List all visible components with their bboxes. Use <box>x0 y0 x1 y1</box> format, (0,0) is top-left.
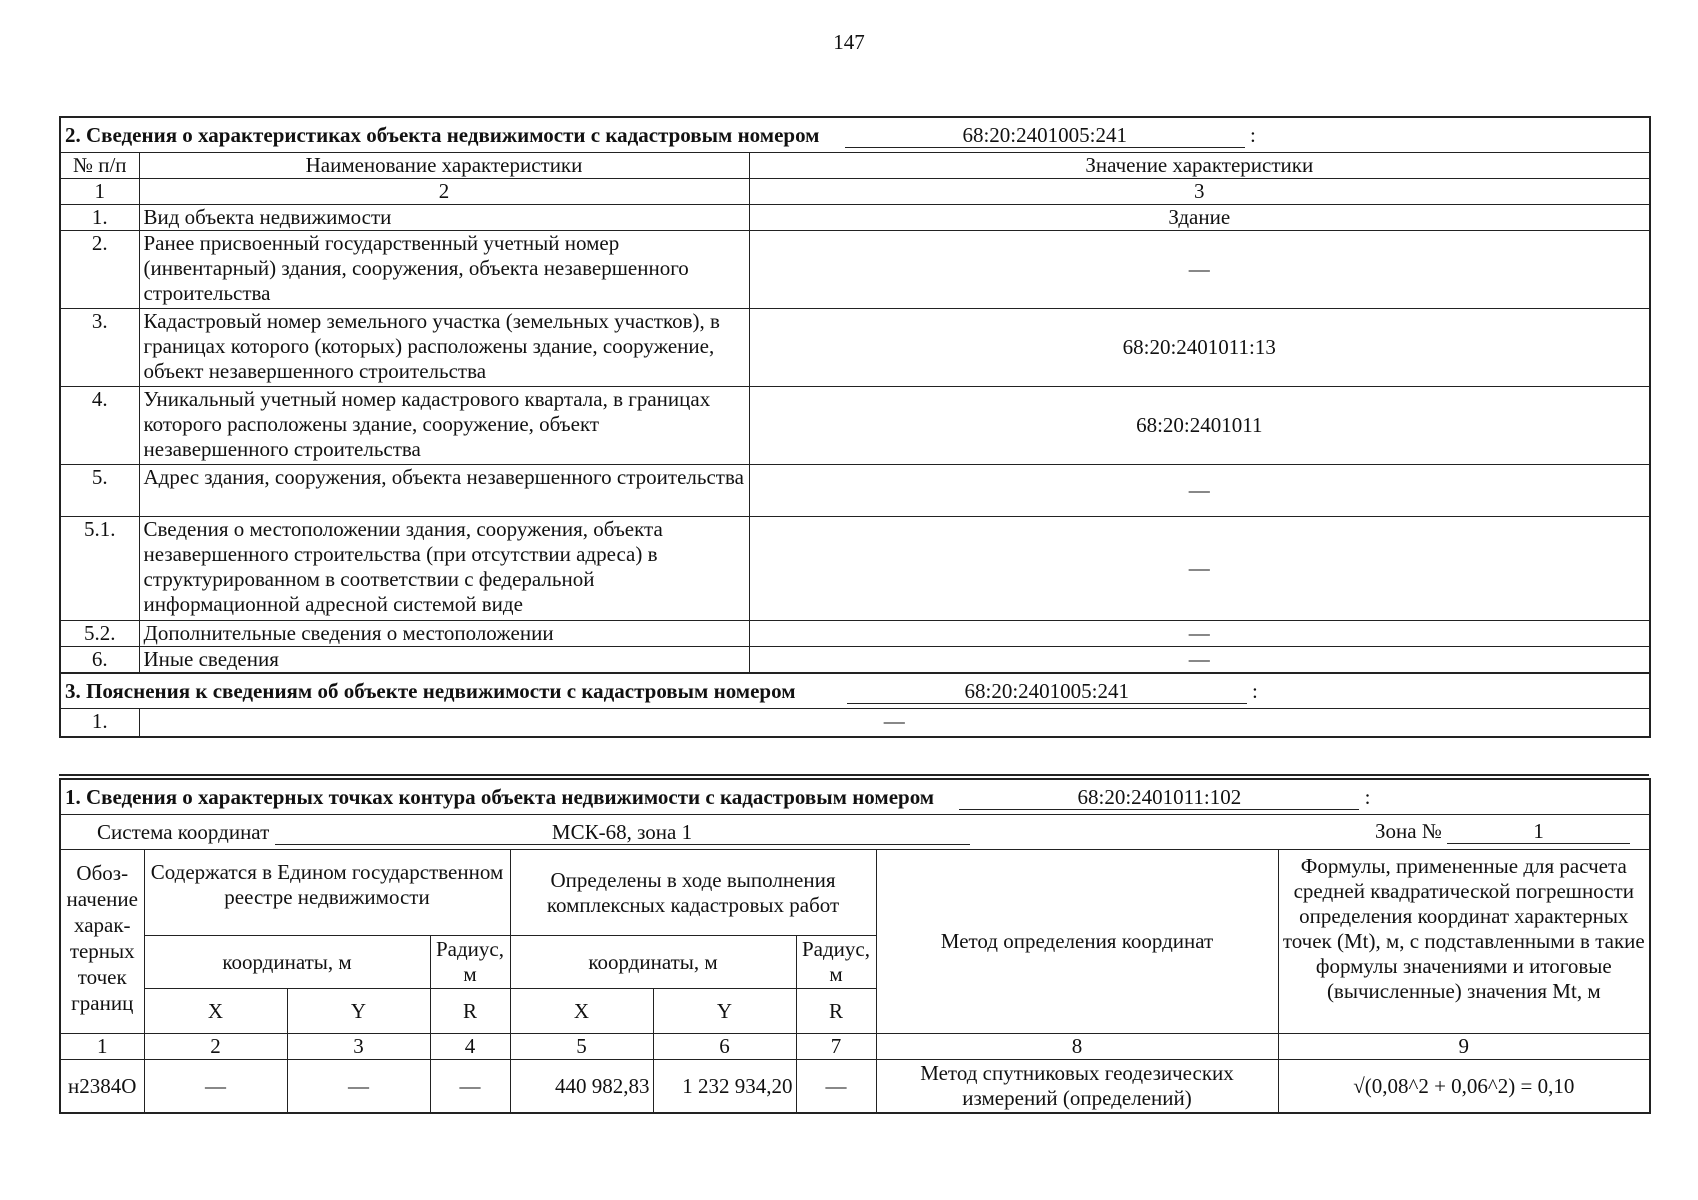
col-number: 3 <box>749 179 1650 205</box>
characteristics-table <box>59 116 1651 738</box>
header-complex-x: X <box>510 989 653 1034</box>
row-value: Здание <box>749 205 1650 231</box>
section2-cadastral-number: 68:20:2401005:241 <box>845 123 1245 148</box>
section2-header-row <box>60 117 1650 153</box>
point-r: — <box>796 1060 876 1114</box>
header-egrn-coords: координаты, м <box>144 936 430 989</box>
col-number: 1 <box>60 179 139 205</box>
table-row <box>60 231 1650 309</box>
col-number: 9 <box>1278 1034 1650 1060</box>
header-complex-coords: координаты, м <box>510 936 796 989</box>
section3-row-num: 1. <box>60 709 139 738</box>
section3-colon: : <box>1252 678 1258 703</box>
table-row <box>60 309 1650 387</box>
table-row <box>60 647 1650 674</box>
row-value: — <box>749 465 1650 517</box>
zone-label: Зона № <box>1375 819 1442 843</box>
points-table <box>59 778 1651 1114</box>
points-header-row-1 <box>60 850 1650 936</box>
row-name: Сведения о местоположении здания, сооружения, объекта незавершенного строительства (при отсутствии адреса) в структурированном в соответствии с федеральной информационной адресной системой виде <box>139 517 749 621</box>
header-complex-radius: Радиус, м <box>796 936 876 989</box>
egrn-y: — <box>287 1060 430 1114</box>
section3-title: 3. Пояснения к сведениям об объекте недвижимости с кадастровым номером <box>65 678 796 703</box>
row-value: — <box>749 647 1650 674</box>
zone-value: 1 <box>1447 819 1630 844</box>
row-num: 5.1. <box>60 517 139 621</box>
header-egrn-x: X <box>144 989 287 1034</box>
col-number: 2 <box>139 179 749 205</box>
points-column-numbers <box>60 1034 1650 1060</box>
header-designation: Обоз-начение харак-терных точек границ <box>60 850 144 1034</box>
header-method: Метод определения координат <box>876 850 1278 1034</box>
row-value: — <box>749 621 1650 647</box>
section2-colon: : <box>1249 122 1256 147</box>
table-row <box>60 465 1650 517</box>
coord-system-value: МСК-68, зона 1 <box>275 820 970 845</box>
row-value: 68:20:2401011:13 <box>749 309 1650 387</box>
header-egrn: Содержатся в Едином государственном реестре недвижимости <box>144 850 510 936</box>
table-row <box>60 205 1650 231</box>
header-egrn-r: R <box>430 989 510 1034</box>
row-name: Вид объекта недвижимости <box>139 205 749 231</box>
section1-cadastral-number: 68:20:2401011:102 <box>959 785 1359 810</box>
header-egrn-y: Y <box>287 989 430 1034</box>
header-value: Значение характеристики <box>749 153 1650 179</box>
section3-cadastral-number: 68:20:2401005:241 <box>847 679 1247 704</box>
table-row <box>60 517 1650 621</box>
col-number: 3 <box>287 1034 430 1060</box>
col-number: 8 <box>876 1034 1278 1060</box>
header-complex: Определены в ходе выполнения комплексных кадастровых работ <box>510 850 876 936</box>
row-num: 1. <box>60 205 139 231</box>
point-method: Метод спутниковых геодезических измерений (определений) <box>876 1060 1278 1114</box>
table-row <box>60 1060 1650 1114</box>
col-number: 1 <box>60 1034 144 1060</box>
coordinate-system-row <box>60 815 1650 850</box>
row-name: Иные сведения <box>139 647 749 674</box>
section2-title: 2. Сведения о характеристиках объекта недвижимости с кадастровым номером <box>65 122 820 147</box>
section1-colon: : <box>1364 784 1371 809</box>
row-name: Кадастровый номер земельного участка (земельных участков), в границах которого (которых) расположены здание, сооружение, объект незавершенного строительства <box>139 309 749 387</box>
point-x: 440 982,83 <box>510 1060 653 1114</box>
row-num: 5.2. <box>60 621 139 647</box>
row-num: 4. <box>60 387 139 465</box>
point-formula: √(0,08^2 + 0,06^2) = 0,10 <box>1278 1060 1650 1114</box>
egrn-x: — <box>144 1060 287 1114</box>
section2-column-numbers <box>60 179 1650 205</box>
col-number: 4 <box>430 1034 510 1060</box>
page-number: 147 <box>833 30 865 54</box>
header-formulas: Формулы, примененные для расчета средней квадратической погрешности определения координат характерных точек (Mt), м, с подставленными в такие формулы значениями и итоговые (вычисленные) значения Mt, м <box>1278 850 1650 1034</box>
section3-row <box>60 709 1650 738</box>
row-num: 2. <box>60 231 139 309</box>
section1-title: 1. Сведения о характерных точках контура объекта недвижимости с кадастровым номером <box>65 784 935 809</box>
col-number: 2 <box>144 1034 287 1060</box>
header-egrn-radius: Радиус, м <box>430 936 510 989</box>
row-name: Ранее присвоенный государственный учетный номер (инвентарный) здания, сооружения, объекта незавершенного строительства <box>139 231 749 309</box>
coord-system-label: Система координат <box>97 819 270 844</box>
col-number: 7 <box>796 1034 876 1060</box>
section2-column-headers <box>60 153 1650 179</box>
col-number: 5 <box>510 1034 653 1060</box>
egrn-r: — <box>430 1060 510 1114</box>
row-num: 5. <box>60 465 139 517</box>
section1-header-row <box>60 779 1650 815</box>
row-name: Дополнительные сведения о местоположении <box>139 621 749 647</box>
row-num: 6. <box>60 647 139 674</box>
row-name: Адрес здания, сооружения, объекта незавершенного строительства <box>139 465 749 517</box>
section3-row-value: — <box>139 709 1650 738</box>
table-row <box>60 387 1650 465</box>
point-y: 1 232 934,20 <box>653 1060 796 1114</box>
row-value: 68:20:2401011 <box>749 387 1650 465</box>
row-name: Уникальный учетный номер кадастрового квартала, в границах которого расположены здание, сооружение, объект незавершенного строительства <box>139 387 749 465</box>
section3-header-row <box>60 673 1650 709</box>
header-name: Наименование характеристики <box>139 153 749 179</box>
row-value: — <box>749 517 1650 621</box>
row-num: 3. <box>60 309 139 387</box>
header-num: № п/п <box>60 153 139 179</box>
header-complex-r: R <box>796 989 876 1034</box>
header-complex-y: Y <box>653 989 796 1034</box>
point-designation: н2384О <box>60 1060 144 1114</box>
row-value: — <box>749 231 1650 309</box>
table-row <box>60 621 1650 647</box>
col-number: 6 <box>653 1034 796 1060</box>
